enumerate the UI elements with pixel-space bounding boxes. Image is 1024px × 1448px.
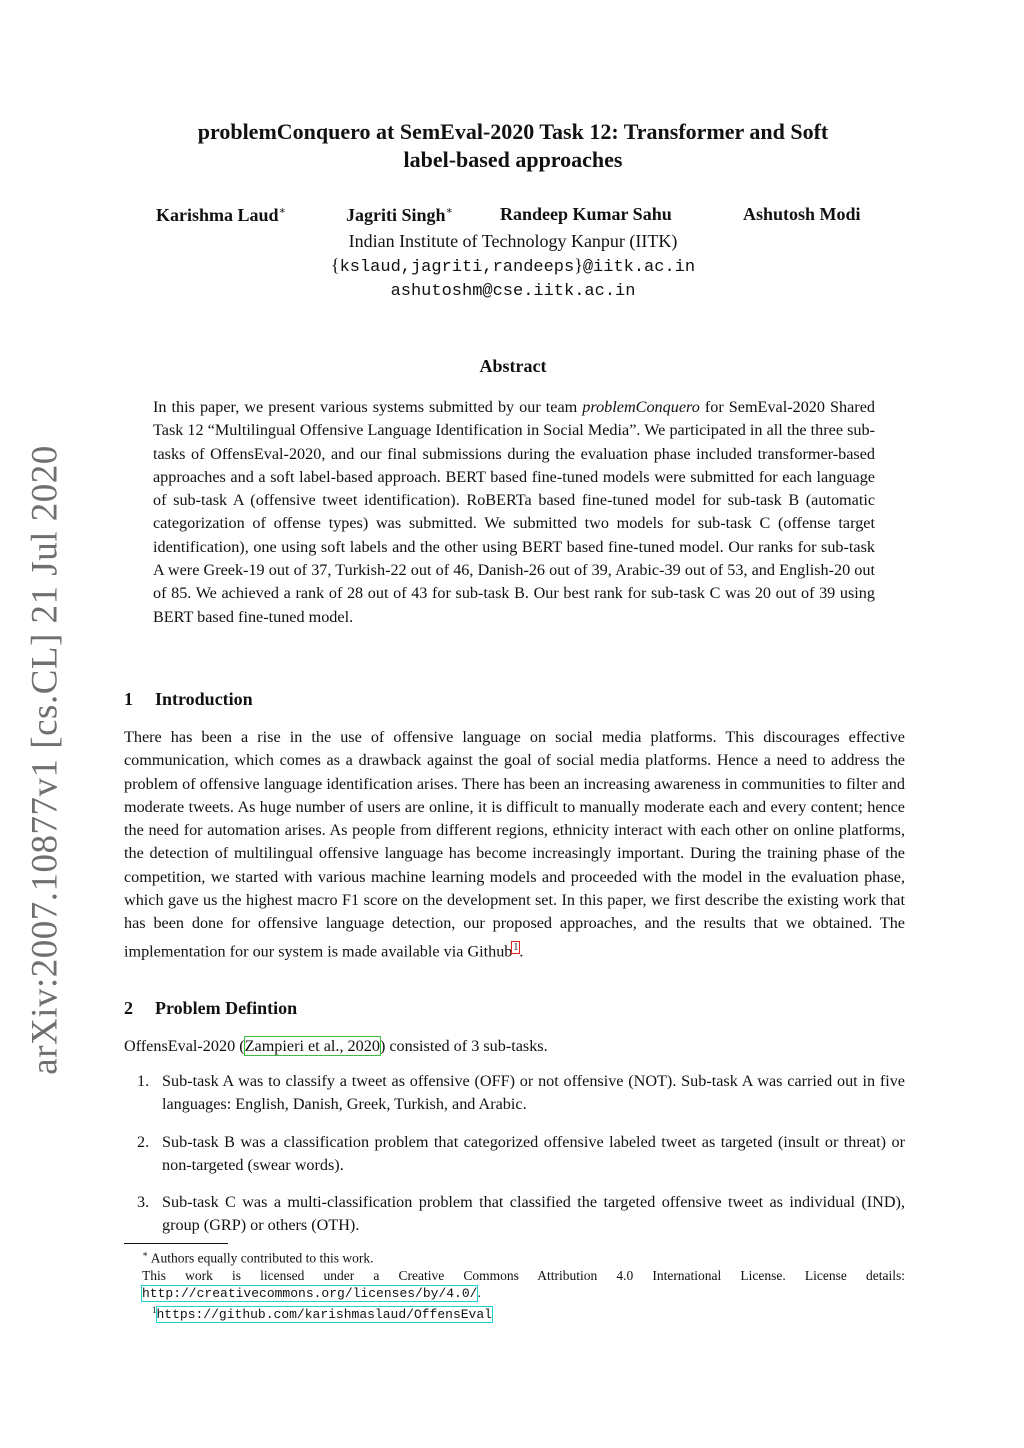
- abstract-heading: Abstract: [479, 356, 547, 376]
- email-line-1: {kslaud,jagriti,randeeps}@iitk.ac.in: [330, 255, 696, 277]
- author-3: Randeep Kumar Sahu: [500, 204, 672, 224]
- section-2-heading: 2 Problem Defintion: [124, 998, 298, 1018]
- section-1-heading: 1 Introduction: [124, 689, 253, 709]
- arxiv-stamp: arXiv:2007.10877v1 [cs.CL] 21 Jul 2020: [24, 445, 66, 1075]
- author-list: [120, 204, 906, 228]
- introduction-paragraph: There has been a rise in the use of offensive language on social media platforms. This discourages effective communication, which comes as a drawback against the goal of social media platforms. Hence a need to address the problem of offensive language identification arises. There has been an increasing awareness in communities to filter and moderate tweets. As huge number of users are online, it is difficult to manually moderate each and every content; hence the need for automation arises. As people from different regions, ethnicity interact with each other on online platforms, the detection of multilingual offensive language has become increasingly important. During the training phase of the competition, we started with various machine learning models and proceeded with the model in the evaluation phase, which gave us the highest macro F1 score on the development set. In this paper, we first describe the existing work that has been done for offensive language detection, our proposed approaches, and the results that we obtained. The implementation for our system is made available via Github$^1$.: [124, 728, 905, 961]
- footnotes: [124, 1246, 905, 1323]
- problem-intro: OffensEval-2020 (Zampieri et al., 2020) consisted of 3 sub-tasks.: [124, 1037, 548, 1055]
- subtask-list: [124, 1070, 905, 1252]
- list-item: 2. Sub-task B was a classification problem that categorized offensive labeled tweet as targeted (insult or threat) or non-targeted (swear words).: [137, 1132, 905, 1174]
- team-name: problemConquero: [582, 398, 700, 416]
- list-item: 3. Sub-task C was a multi-classification problem that classified the targeted offensive tweet as individual (IND), group (GRP) or others (OTH).: [137, 1193, 905, 1235]
- title-line-2: label-based approaches: [403, 147, 623, 172]
- abstract-text: In this paper, we present various systems submitted by our team problemConquero for SemEval-2020 Shared Task 12 “Multilingual Offensive Language Identification in Social Media”. We participated in all the three sub-tasks of OffensEval-2020, and our final submissions during the evaluation phase included transformer-based approaches and a soft label-based approach. BERT based fine-tuned models were submitted for each language of sub-task A (offensive tweet identification). RoBERTa based fine-tuned model for sub-task B (automatic categorization of offense types) was submitted. We submitted two models for sub-task C (offense target identification), one using soft labels and the other using BERT based fine-tuned model. Our ranks for sub-task A were Greek-19 out of 37, Turkish-22 out of 46, Danish-26 out of 39, Arabic-39 out of 53, and English-20 out of 85. We achieved a rank of 28 out of 43 for sub-task B. Our best rank for sub-task C was 20 out of 39 using BERT based fine-tuned model.: [153, 398, 875, 626]
- title-line-1: problemConquero at SemEval-2020 Task 12: Transformer and Soft: [197, 119, 829, 144]
- footnote-license: This work is licensed under a Creative Commons Attribution 4.0 International License. License details: http://creativecommons.org/licenses/by/4.0/.: [142, 1267, 905, 1301]
- footnote-divider: [124, 1243, 228, 1244]
- license-link[interactable]: http://creativecommons.org/licenses/by/4.0/: [142, 1285, 478, 1301]
- email-line-2: ashutoshm@cse.iitk.ac.in: [390, 282, 636, 301]
- author-1: Karishma Laud∗: [156, 205, 287, 225]
- citation-link[interactable]: Zampieri et al., 2020: [244, 1037, 380, 1055]
- github-link[interactable]: https://github.com/karishmaslaud/OffensEval: [156, 1307, 492, 1322]
- affiliation-block: [120, 229, 906, 304]
- author-4: Ashutosh Modi: [743, 204, 861, 224]
- author-2: Jagriti Singh∗: [346, 205, 454, 225]
- paper-title: [120, 118, 906, 174]
- affiliation: Indian Institute of Technology Kanpur (IITK): [348, 231, 678, 251]
- footnote-equal-contribution: ∗ Authors equally contributed to this work.: [142, 1249, 374, 1266]
- footnote-github: $^1$https://github.com/karishmaslaud/OffensEval: [152, 1304, 492, 1322]
- footnote-1-link[interactable]: 1: [513, 941, 519, 953]
- list-item: 1. Sub-task A was to classify a tweet as offensive (OFF) or not offensive (NOT). Sub-task A was carried out in five languages: English, Danish, Greek, Turkish, and Arabic.: [137, 1072, 905, 1114]
